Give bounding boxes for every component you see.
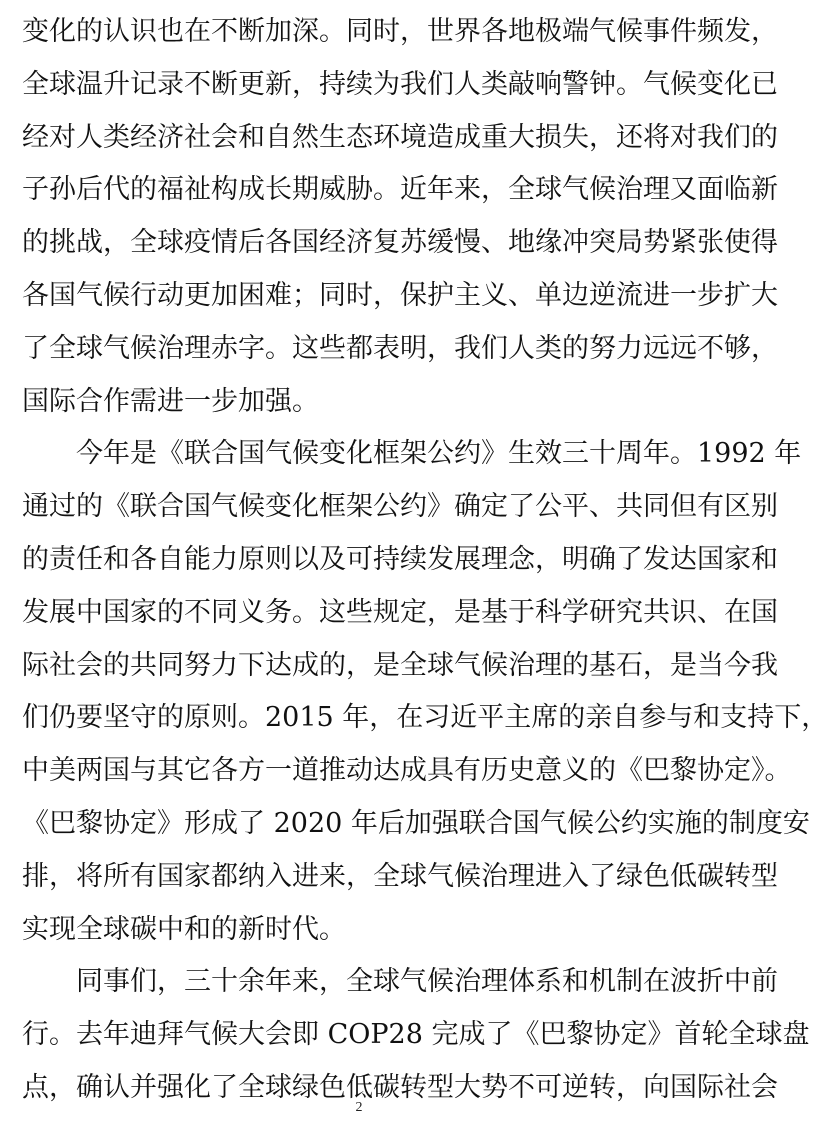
paragraph-2: [22, 428, 828, 956]
text-line: 今年是《联合国气候变化框架公约》生效三十周年。1992 年: [22, 438, 802, 470]
text-line: 了全球气候治理赤字。这些都表明，我们人类的努力远远不够，: [22, 332, 778, 364]
page-number: 2: [355, 1100, 363, 1115]
text-line: 通过的《联合国气候变化框架公约》确定了公平、共同但有区别: [22, 491, 778, 523]
text-line: 发展中国家的不同义务。这些规定，是基于科学研究共识、在国: [22, 596, 778, 628]
text-line: 子孙后代的福祉构成长期威胁。近年来，全球气候治理又面临新: [22, 174, 778, 206]
text-line: 的挑战，全球疫情后各国经济复苏缓慢、地缘冲突局势紧张使得: [22, 227, 778, 259]
text-line: 《巴黎协定》形成了 2020 年后加强联合国气候公约实施的制度安: [22, 807, 810, 839]
text-line: 的责任和各自能力原则以及可持续发展理念，明确了发达国家和: [22, 543, 778, 575]
text-line: 实现全球碳中和的新时代。: [22, 913, 346, 945]
text-line: 际社会的共同努力下达成的，是全球气候治理的基石，是当今我: [22, 649, 778, 681]
text-line: 点，确认并强化了全球绿色低碳转型大势不可逆转，向国际社会: [22, 1071, 778, 1103]
paragraph-1: [22, 6, 778, 428]
text-line: 同事们，三十余年来，全球气候治理体系和机制在波折中前: [22, 966, 778, 998]
text-line: 国际合作需进一步加强。: [22, 385, 319, 417]
paragraph-3: [22, 956, 810, 1114]
body-text: [22, 6, 828, 1115]
text-line: 各国气候行动更加困难；同时，保护主义、单边逆流进一步扩大: [22, 279, 778, 311]
text-line: 们仍要坚守的原则。2015 年，在习近平主席的亲自参与和支持下，: [22, 702, 828, 734]
text-line: 行。去年迪拜气候大会即 COP28 完成了《巴黎协定》首轮全球盘: [22, 1019, 810, 1051]
text-line: 中美两国与其它各方一道推动达成具有历史意义的《巴黎协定》。: [22, 755, 792, 787]
text-line: 排，将所有国家都纳入进来，全球气候治理进入了绿色低碳转型: [22, 860, 778, 892]
text-line: 变化的认识也在不断加深。同时，世界各地极端气候事件频发，: [22, 16, 778, 47]
text-line: 全球温升记录不断更新，持续为我们人类敲响警钟。气候变化已: [22, 68, 778, 100]
text-line: 经对人类经济社会和自然生态环境造成重大损失，还将对我们的: [22, 121, 778, 153]
